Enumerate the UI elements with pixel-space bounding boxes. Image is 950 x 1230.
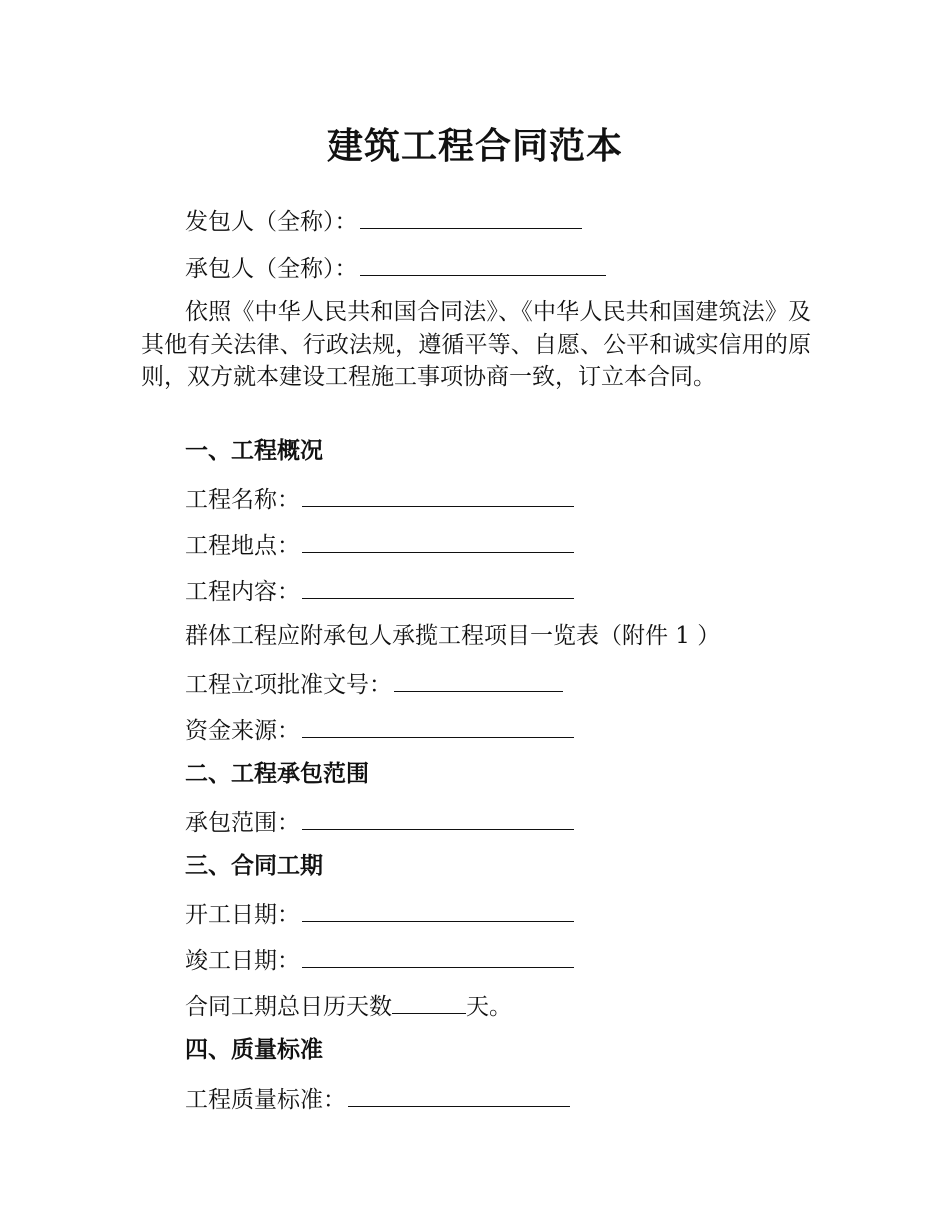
party-a-label: 发包人（全称）： — [185, 209, 358, 235]
total-days-blank[interactable] — [392, 989, 466, 1014]
start-date-line — [185, 897, 574, 930]
page-title: 建筑工程合同范本 — [326, 126, 623, 167]
project-name-blank[interactable] — [302, 482, 574, 507]
project-content-line — [185, 574, 574, 607]
party-a-blank[interactable] — [360, 204, 582, 229]
end-date-label: 竣工日期： — [185, 948, 300, 974]
funding-source-line — [185, 713, 574, 746]
start-date-label: 开工日期： — [185, 902, 300, 928]
funding-source-label: 资金来源： — [185, 718, 300, 744]
quality-standard-blank[interactable] — [348, 1082, 570, 1107]
approval-number-label: 工程立项批准文号： — [185, 672, 392, 698]
project-location-blank[interactable] — [302, 528, 574, 553]
approval-number-line — [185, 667, 563, 700]
party-b-blank[interactable] — [360, 251, 606, 276]
group-project-note: 群体工程应附承包人承揽工程项目一览表（附件 1 ） — [185, 623, 721, 649]
project-content-blank[interactable] — [302, 574, 574, 599]
quality-standard-line — [185, 1082, 570, 1115]
scope-label: 承包范围： — [185, 810, 300, 836]
party-b-label: 承包人（全称）： — [185, 256, 358, 282]
project-location-label: 工程地点： — [185, 533, 300, 559]
intro-paragraph: 依照《中华人民共和国合同法》、《中华人民共和国建筑法》及其他有关法律、行政法规，遵循平等、自愿、公平和诚实信用的原则，双方就本建设工程施工事项协商一致，订立本合同。 — [141, 299, 811, 390]
approval-number-blank[interactable] — [394, 667, 563, 692]
quality-standard-label: 工程质量标准： — [185, 1087, 346, 1113]
section3-heading: 三、合同工期 — [185, 853, 323, 879]
end-date-blank[interactable] — [302, 943, 574, 968]
project-content-label: 工程内容： — [185, 579, 300, 605]
funding-source-blank[interactable] — [302, 713, 574, 738]
section2-heading: 二、工程承包范围 — [185, 761, 369, 787]
project-name-label: 工程名称： — [185, 487, 300, 513]
party-b-line — [185, 251, 606, 284]
total-days-suffix: 天。 — [466, 994, 512, 1020]
project-name-line — [185, 482, 574, 515]
party-a-line — [185, 204, 582, 237]
end-date-line — [185, 943, 574, 976]
section1-heading: 一、工程概况 — [185, 438, 323, 464]
project-location-line — [185, 528, 574, 561]
scope-line — [185, 805, 574, 838]
start-date-blank[interactable] — [302, 897, 574, 922]
section4-heading: 四、质量标准 — [185, 1037, 323, 1063]
scope-blank[interactable] — [302, 805, 574, 830]
total-days-line — [185, 989, 512, 1022]
total-days-prefix: 合同工期总日历天数 — [185, 994, 392, 1020]
